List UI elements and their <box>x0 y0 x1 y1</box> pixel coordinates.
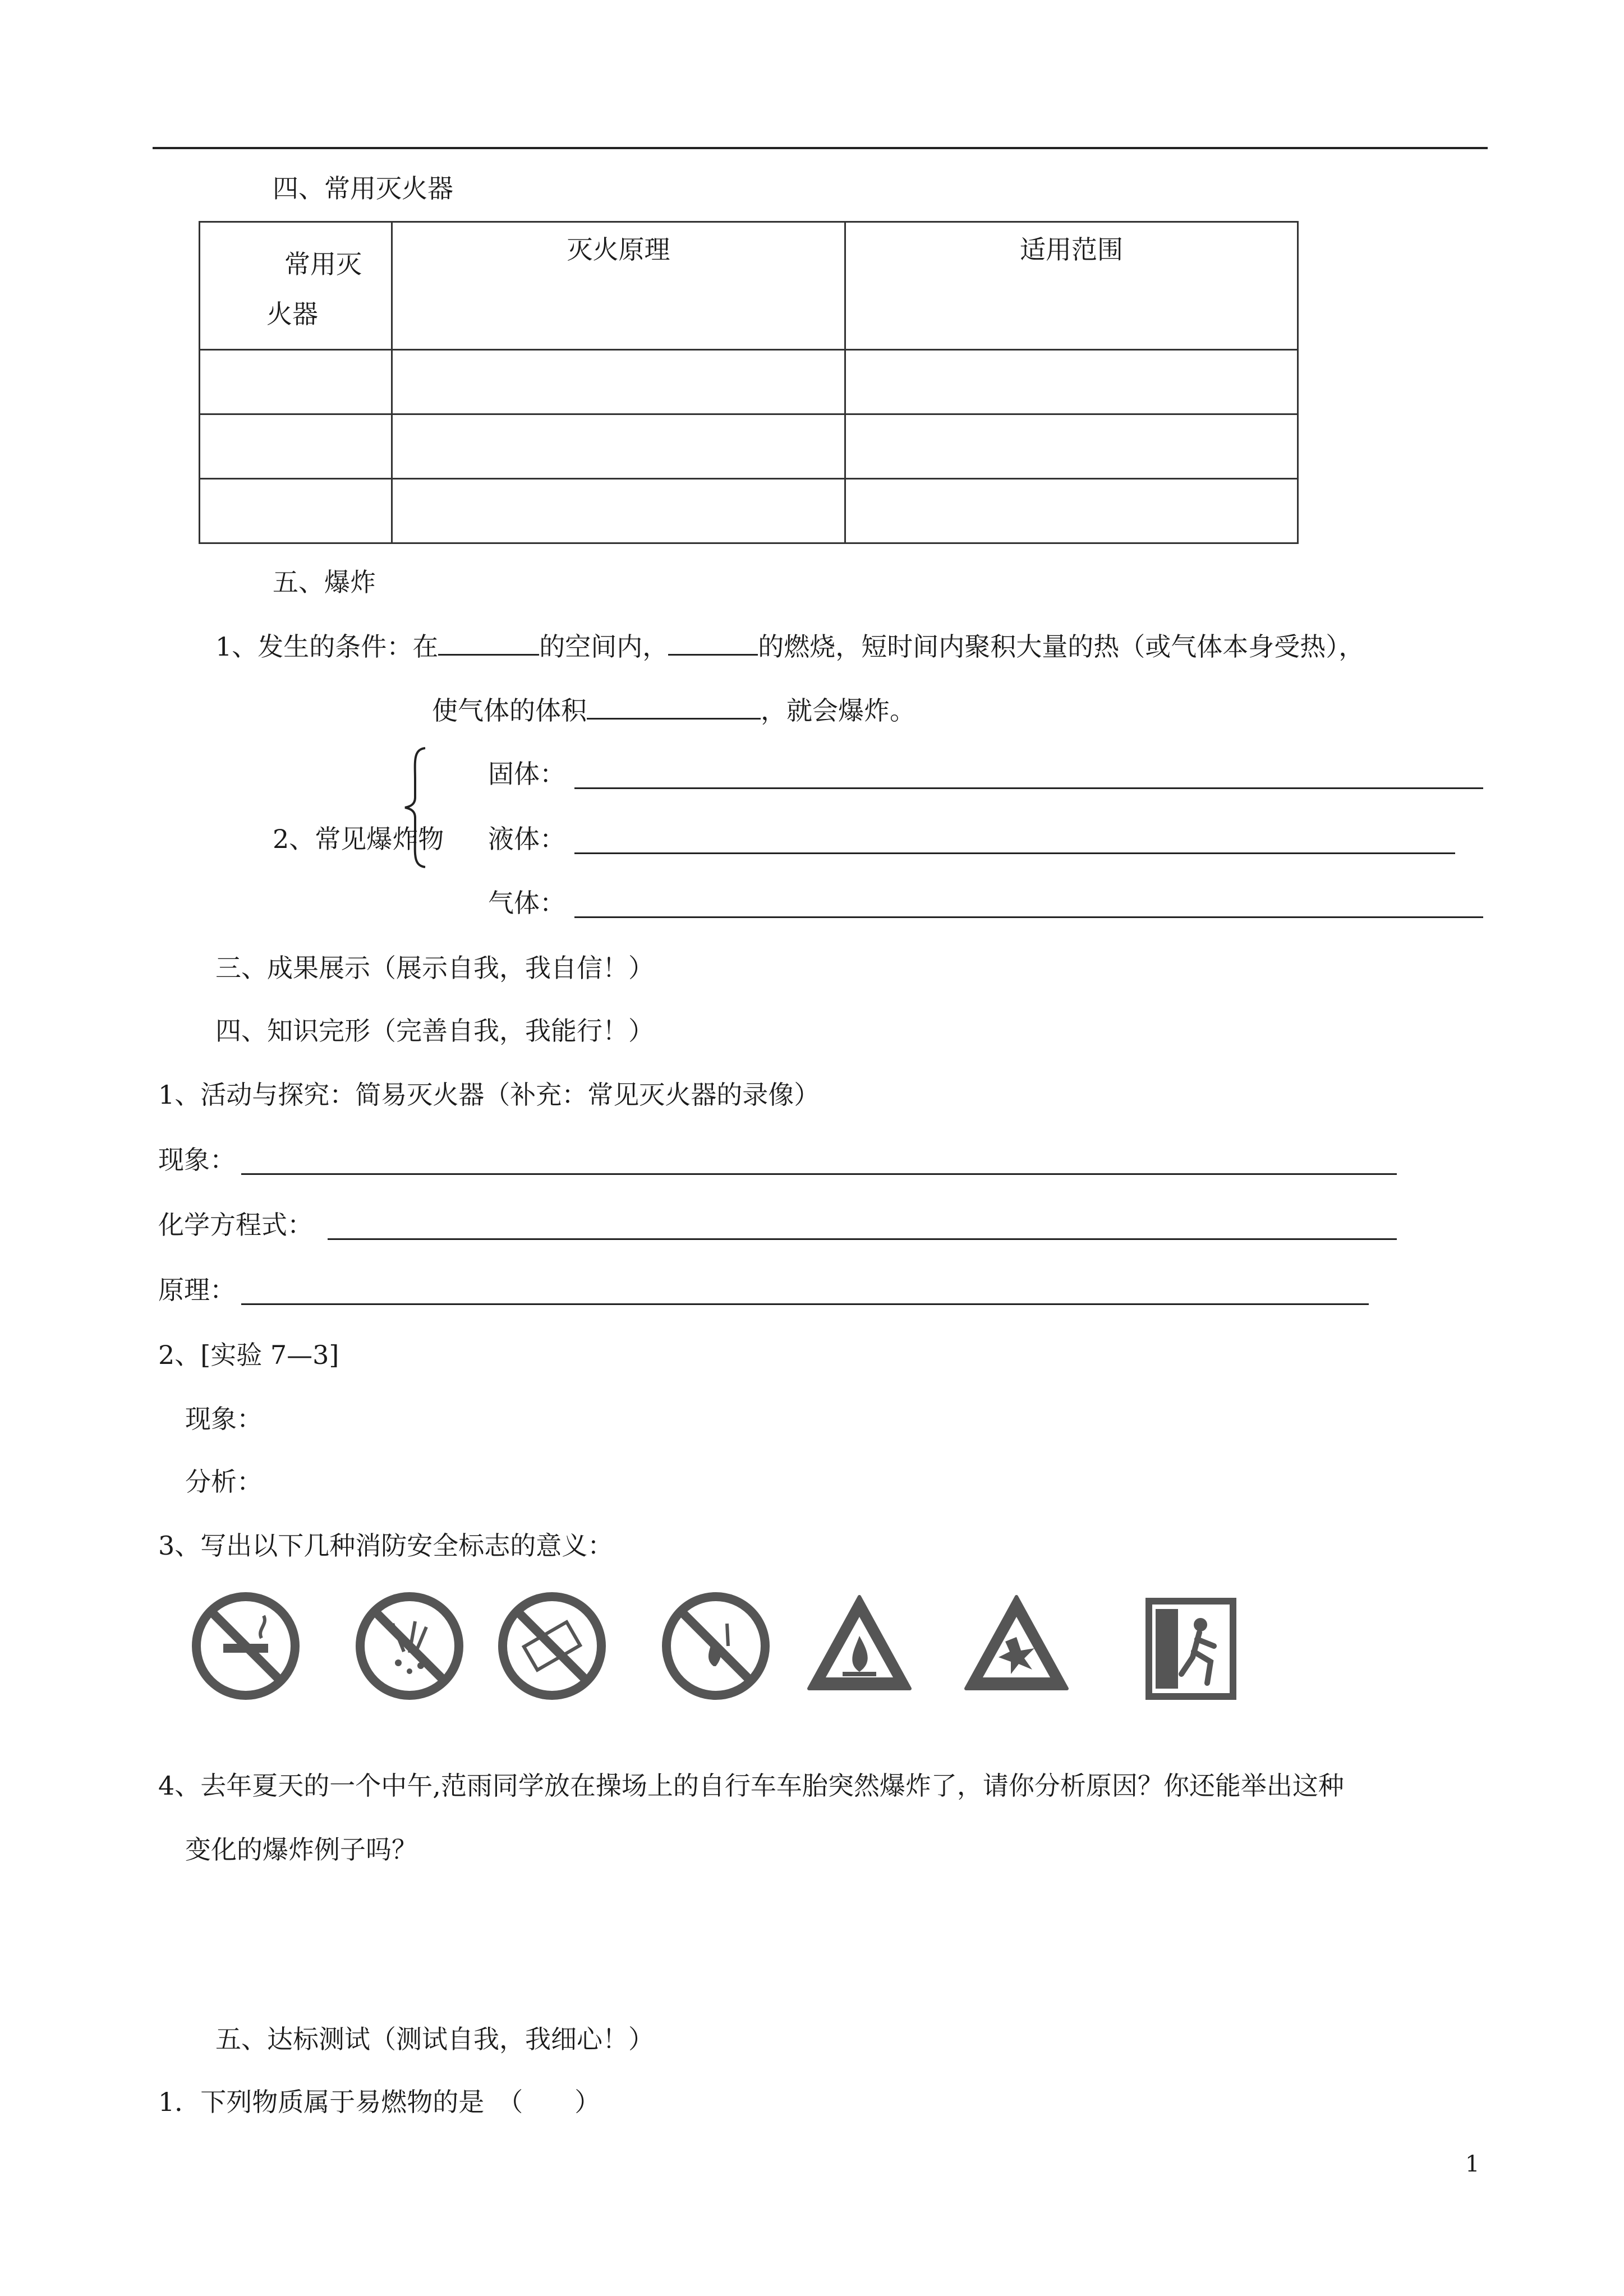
table-header-cell <box>845 222 1298 350</box>
table-header-label: 灭火原理 <box>567 234 670 265</box>
answer-line-equation[interactable] <box>328 1238 1397 1240</box>
liquid-label: 液体： <box>488 824 565 854</box>
condition-line-2 <box>432 693 915 727</box>
table-cell[interactable] <box>845 414 1298 479</box>
activity-title: 1、活动与探究：简易灭火器（补充：常见灭火器的录像） <box>158 1080 820 1110</box>
equation-label: 化学方程式： <box>158 1210 313 1240</box>
no-fire-icon <box>496 1587 608 1705</box>
table-header-cell <box>392 222 845 350</box>
experiment-phenomenon: 现象： <box>185 1404 263 1434</box>
principle-label: 原理： <box>158 1275 236 1305</box>
table-cell[interactable] <box>200 479 392 543</box>
table-cell[interactable] <box>392 350 845 414</box>
no-fireworks-icon <box>353 1587 466 1705</box>
no-open-flame-icon <box>660 1587 772 1705</box>
condition-text: 1、发生的条件：在 <box>215 631 439 662</box>
table-cell[interactable] <box>392 414 845 479</box>
table-header-cell <box>200 222 392 350</box>
blank-combustible[interactable] <box>668 629 758 656</box>
solid-label: 固体： <box>488 759 565 789</box>
answer-line-phenomenon[interactable] <box>241 1173 1397 1175</box>
condition-text: 的空间内， <box>539 631 669 662</box>
signs-question: 3、写出以下几种消防安全标志的意义： <box>158 1530 614 1561</box>
section-knowledge: 四、知识完形（完善自我，我能行！） <box>215 1016 654 1046</box>
blank-volume[interactable] <box>587 693 761 720</box>
table-cell[interactable] <box>845 350 1298 414</box>
extinguisher-table <box>199 221 1299 544</box>
condition-text: 使气体的体积 <box>432 695 587 726</box>
table-header-line: 火器 <box>266 299 318 329</box>
no-smoking-icon <box>190 1587 302 1705</box>
answer-line-gas[interactable] <box>574 916 1483 918</box>
section-title-extinguishers: 四、常用灭火器 <box>273 173 453 204</box>
experiment-title: 2、[实验 7—3] <box>158 1340 339 1370</box>
page-number: 1 <box>1465 2151 1480 2177</box>
experiment-analysis: 分析： <box>185 1467 263 1497</box>
blank-space[interactable] <box>438 629 539 656</box>
header-rule <box>153 147 1488 149</box>
common-explosives-label: 2、常见爆炸物 <box>273 824 444 854</box>
table-cell[interactable] <box>845 479 1298 543</box>
gas-label: 气体： <box>488 888 565 918</box>
emergency-exit-icon <box>1144 1587 1240 1705</box>
table-header-line: 常用灭 <box>284 249 362 279</box>
section-result-show: 三、成果展示（展示自我，我自信！） <box>215 953 654 983</box>
section-test: 五、达标测试（测试自我，我细心！） <box>215 2024 654 2054</box>
question-1: 1．下列物质属于易燃物的是 （ ） <box>158 2087 601 2117</box>
answer-line-solid[interactable] <box>574 787 1483 789</box>
question-4-line-2: 变化的爆炸例子吗？ <box>185 1834 417 1865</box>
condition-line-1 <box>215 629 1364 663</box>
flammable-warning-icon <box>803 1587 915 1705</box>
table-cell[interactable] <box>200 350 392 414</box>
phenomenon-label: 现象： <box>158 1145 236 1175</box>
table-cell[interactable] <box>200 414 392 479</box>
answer-line-liquid[interactable] <box>574 852 1455 854</box>
condition-text: 的燃烧，短时间内聚积大量的热（或气体本身受热）， <box>758 631 1365 662</box>
condition-text: ，就会爆炸。 <box>761 695 915 726</box>
section-title-explosion: 五、爆炸 <box>273 567 376 597</box>
answer-line-principle[interactable] <box>241 1303 1369 1305</box>
table-cell[interactable] <box>392 479 845 543</box>
table-header-label: 适用范围 <box>1020 234 1123 265</box>
question-4-line-1: 4、去年夏天的一个中午,范雨同学放在操场上的自行车车胎突然爆炸了，请你分析原因？你还能举出这种 <box>158 1771 1344 1801</box>
explosive-warning-icon <box>960 1587 1073 1705</box>
